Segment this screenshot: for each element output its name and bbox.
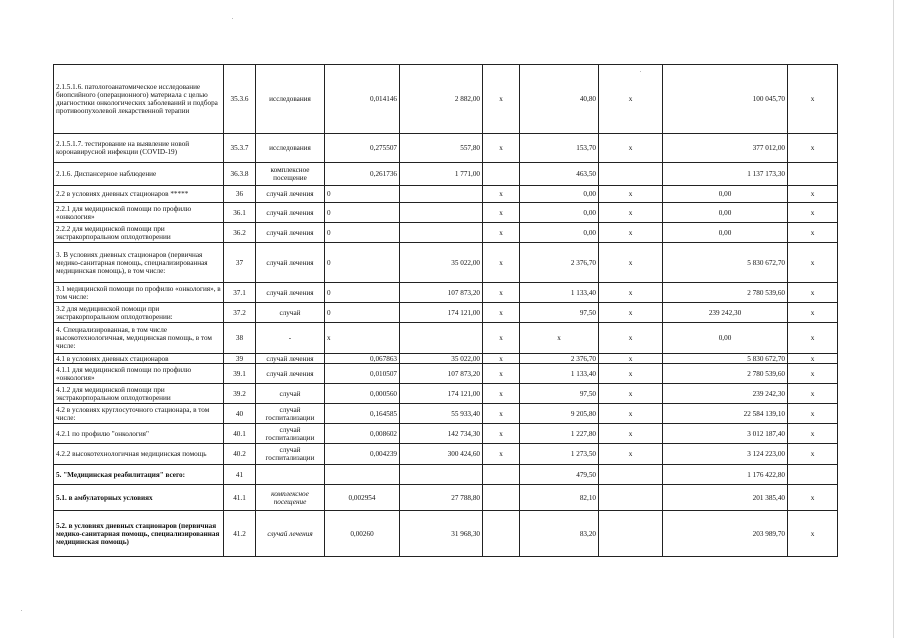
row-norm: 0 [325, 283, 400, 303]
row-col8: x [599, 364, 663, 384]
row-col9: 239 242,30 [663, 384, 788, 404]
row-code: 41.1 [224, 485, 256, 511]
row-col9: 2 780 539,60 [663, 283, 788, 303]
row-col10: x [788, 404, 838, 424]
row-col10: x [788, 303, 838, 323]
row-col7: 1 227,80 [520, 424, 599, 444]
row-unit: случай [256, 384, 325, 404]
row-col8 [599, 163, 663, 186]
row-name: 2.2 в условиях дневных стационаров ***** [54, 186, 224, 203]
row-col10: x [788, 354, 838, 364]
row-norm: 0 [325, 223, 400, 243]
row-unit: случай лечения [256, 186, 325, 203]
row-unit: комплексное посещение [256, 485, 325, 511]
row-norm: 0,004239 [325, 444, 400, 465]
row-col10 [788, 465, 838, 485]
row-norm: 0 [325, 186, 400, 203]
row-cost: 35 022,00 [400, 243, 483, 283]
row-col10: x [788, 384, 838, 404]
row-col10: x [788, 511, 838, 557]
row-norm: 0,067863 [325, 354, 400, 364]
row-col7: 0,00 [520, 203, 599, 223]
row-unit: случай лечения [256, 511, 325, 557]
row-name: 4.1 в условиях дневных стационаров [54, 354, 224, 364]
table-row [54, 323, 838, 354]
row-name: 4.2.1 по профилю "онкология" [54, 424, 224, 444]
row-unit: исследования [256, 65, 325, 134]
row-col7: 82,10 [520, 485, 599, 511]
row-name: 5.2. в условиях дневных стационаров (первичная медико-санитарная помощь, специализированная медицинская помощь) [54, 511, 224, 557]
row-col6 [483, 485, 520, 511]
row-unit: случай госпитализации [256, 424, 325, 444]
row-col9: 5 830 672,70 [663, 243, 788, 283]
row-name: 5.1. в амбулаторных условиях [54, 485, 224, 511]
table-row [54, 404, 838, 424]
row-unit: случай [256, 303, 325, 323]
row-col8 [599, 485, 663, 511]
row-col7: 463,50 [520, 163, 599, 186]
table-row [54, 444, 838, 465]
row-norm: 0 [325, 243, 400, 283]
row-col6: x [483, 186, 520, 203]
row-col8: x [599, 203, 663, 223]
row-col10: x [788, 485, 838, 511]
row-cost [400, 465, 483, 485]
row-norm: x [325, 323, 400, 354]
row-col7: 2 376,70 [520, 243, 599, 283]
row-norm [325, 465, 400, 485]
row-col6 [483, 511, 520, 557]
row-unit: случай госпитализации [256, 404, 325, 424]
row-norm: 0,002954 [325, 485, 400, 511]
table-row [54, 65, 838, 134]
table-row [54, 354, 838, 364]
row-col7: 1 133,40 [520, 283, 599, 303]
scan-dot [232, 18, 233, 19]
row-code: 37.2 [224, 303, 256, 323]
row-col8 [599, 511, 663, 557]
row-name: 2.1.5.1.7. тестирование на выявление новой коронавирусной инфекции (COVID-19) [54, 134, 224, 163]
row-code: 36.2 [224, 223, 256, 243]
row-col9: 100 045,70 [663, 65, 788, 134]
row-norm: 0,008602 [325, 424, 400, 444]
row-cost: 35 022,00 [400, 354, 483, 364]
row-col8 [599, 465, 663, 485]
row-col8: x [599, 223, 663, 243]
row-col10: x [788, 223, 838, 243]
row-cost: 142 734,30 [400, 424, 483, 444]
row-cost: 557,80 [400, 134, 483, 163]
row-col6: x [483, 424, 520, 444]
row-col9: 239 242,30 [663, 303, 788, 323]
row-col8: x [599, 424, 663, 444]
row-col9: 203 989,70 [663, 511, 788, 557]
row-col8: x [599, 323, 663, 354]
row-name: 4. Специализированная, в том числе высокотехнологичная, медицинская помощь, в том числе: [54, 323, 224, 354]
row-unit [256, 465, 325, 485]
row-col6 [483, 163, 520, 186]
row-unit: случай лечения [256, 364, 325, 384]
row-col10: x [788, 283, 838, 303]
row-col7: 1 273,50 [520, 444, 599, 465]
row-col6: x [483, 203, 520, 223]
row-unit: исследования [256, 134, 325, 163]
row-code: 40.1 [224, 424, 256, 444]
row-col10: x [788, 134, 838, 163]
table-row [54, 203, 838, 223]
row-cost [400, 223, 483, 243]
row-col8: x [599, 186, 663, 203]
row-unit: - [256, 323, 325, 354]
page-edge [893, 0, 894, 638]
table-row [54, 424, 838, 444]
row-norm: 0 [325, 303, 400, 323]
row-name: 3.2 для медицинской помощи при экстракорпоральном оплодотворении: [54, 303, 224, 323]
row-col6: x [483, 384, 520, 404]
row-col8: x [599, 243, 663, 283]
row-col9: 0,00 [663, 223, 788, 243]
row-code: 35.3.7 [224, 134, 256, 163]
row-col8: x [599, 134, 663, 163]
row-code: 40 [224, 404, 256, 424]
row-code: 36.1 [224, 203, 256, 223]
row-name: 2.2.2 для медицинской помощи при экстракорпоральном оплодотворении [54, 223, 224, 243]
row-unit: случай лечения [256, 203, 325, 223]
row-unit: случай лечения [256, 283, 325, 303]
row-code: 37.1 [224, 283, 256, 303]
row-col6: x [483, 364, 520, 384]
row-col6: x [483, 354, 520, 364]
table-row [54, 186, 838, 203]
row-name: 4.1.2 для медицинской помощи при экстракорпоральном оплодотворении [54, 384, 224, 404]
row-norm: 0,164585 [325, 404, 400, 424]
row-col8: x [599, 384, 663, 404]
row-col6 [483, 465, 520, 485]
row-col7: 97,50 [520, 303, 599, 323]
row-norm: 0 [325, 203, 400, 223]
table-row [54, 163, 838, 186]
row-norm: 0,261736 [325, 163, 400, 186]
row-name: 4.1.1 для медицинской помощи по профилю «онкология» [54, 364, 224, 384]
row-unit: комплексное посещение [256, 163, 325, 186]
row-col10: x [788, 424, 838, 444]
row-col8: x [599, 283, 663, 303]
row-col9: 201 385,40 [663, 485, 788, 511]
row-cost: 174 121,00 [400, 384, 483, 404]
row-col9: 5 830 672,70 [663, 354, 788, 364]
row-col7: 0,00 [520, 223, 599, 243]
row-cost: 174 121,00 [400, 303, 483, 323]
table-row [54, 465, 838, 485]
row-norm: 0,275507 [325, 134, 400, 163]
table-row [54, 511, 838, 557]
row-cost: 31 968,30 [400, 511, 483, 557]
row-col9: 377 012,00 [663, 134, 788, 163]
row-col6: x [483, 323, 520, 354]
row-col9: 3 012 187,40 [663, 424, 788, 444]
table-row [54, 283, 838, 303]
row-col10: x [788, 243, 838, 283]
table-row [54, 243, 838, 283]
row-norm: 0,00260 [325, 511, 400, 557]
row-col6: x [483, 223, 520, 243]
row-col8: x [599, 303, 663, 323]
scan-dot [21, 610, 22, 611]
row-col9: 3 124 223,00 [663, 444, 788, 465]
row-unit: случай лечения [256, 223, 325, 243]
row-col7: 97,50 [520, 384, 599, 404]
row-col6: x [483, 444, 520, 465]
row-col10: x [788, 203, 838, 223]
row-norm: 0,014146 [325, 65, 400, 134]
table-row [54, 223, 838, 243]
row-code: 39.1 [224, 364, 256, 384]
row-col8: x [599, 404, 663, 424]
row-name: 3.1 медицинской помощи по профилю «онкология», в том числе: [54, 283, 224, 303]
row-col10 [788, 163, 838, 186]
row-cost [400, 323, 483, 354]
row-cost: 300 424,60 [400, 444, 483, 465]
row-col10: x [788, 323, 838, 354]
row-cost: 107 873,20 [400, 283, 483, 303]
row-col6: x [483, 65, 520, 134]
row-col7: x [520, 323, 599, 354]
row-col9: 0,00 [663, 323, 788, 354]
row-name: 5. "Медицинская реабилитация" всего: [54, 465, 224, 485]
row-cost [400, 203, 483, 223]
row-name: 2.1.5.1.6. патологоанатомическое исследование биопсийного (операционного) материала с целью диагностики онкологических заболеваний и подбора противоопухолевой лекарственной терапии [54, 65, 224, 134]
table-row [54, 364, 838, 384]
row-cost: 55 933,40 [400, 404, 483, 424]
row-col9: 0,00 [663, 186, 788, 203]
row-code: 39 [224, 354, 256, 364]
row-col10: x [788, 444, 838, 465]
row-code: 36.3.8 [224, 163, 256, 186]
row-name: 2.1.6. Диспансерное наблюдение [54, 163, 224, 186]
row-code: 41 [224, 465, 256, 485]
row-col10: x [788, 186, 838, 203]
row-unit: случай лечения [256, 354, 325, 364]
row-col7: 0,00 [520, 186, 599, 203]
row-col6: x [483, 303, 520, 323]
table-row [54, 384, 838, 404]
row-code: 39.2 [224, 384, 256, 404]
row-unit: случай госпитализации [256, 444, 325, 465]
row-cost [400, 186, 483, 203]
row-code: 41.2 [224, 511, 256, 557]
row-col7: 9 205,80 [520, 404, 599, 424]
row-col10: x [788, 65, 838, 134]
table-row [54, 134, 838, 163]
row-norm: 0,010507 [325, 364, 400, 384]
row-code: 38 [224, 323, 256, 354]
row-col9: 0,00 [663, 203, 788, 223]
row-col10: x [788, 364, 838, 384]
row-cost: 2 882,00 [400, 65, 483, 134]
row-name: 2.2.1 для медицинской помощи по профилю «онкология» [54, 203, 224, 223]
report-table [53, 64, 838, 557]
row-col9: 1 176 422,80 [663, 465, 788, 485]
row-col7: 153,70 [520, 134, 599, 163]
row-norm: 0,000560 [325, 384, 400, 404]
row-col7: 1 133,40 [520, 364, 599, 384]
row-cost: 1 771,00 [400, 163, 483, 186]
row-col6: x [483, 283, 520, 303]
row-code: 37 [224, 243, 256, 283]
row-code: 36 [224, 186, 256, 203]
row-cost: 27 788,80 [400, 485, 483, 511]
row-code: 35.3.6 [224, 65, 256, 134]
row-col7: 40,80 [520, 65, 599, 134]
row-col6: x [483, 404, 520, 424]
row-col7: 2 376,70 [520, 354, 599, 364]
row-col9: 2 780 539,60 [663, 364, 788, 384]
row-name: 3. В условиях дневных стационаров (первичная медико-санитарная помощь, специализированная медицинская помощь), в том числе: [54, 243, 224, 283]
row-col9: 22 584 139,10 [663, 404, 788, 424]
row-col8: x [599, 354, 663, 364]
row-col6: x [483, 243, 520, 283]
row-col8: x [599, 444, 663, 465]
row-col7: 83,20 [520, 511, 599, 557]
row-col6: x [483, 134, 520, 163]
row-col9: 1 137 173,30 [663, 163, 788, 186]
table-row [54, 303, 838, 323]
row-cost: 107 873,20 [400, 364, 483, 384]
row-name: 4.2.2 высокотехнологичная медицинская помощь [54, 444, 224, 465]
row-name: 4.2 в условиях круглосуточного стационара, в том числе: [54, 404, 224, 424]
row-col7: 479,50 [520, 465, 599, 485]
table-row [54, 485, 838, 511]
row-col8: x [599, 65, 663, 134]
row-unit: случай лечения [256, 243, 325, 283]
row-code: 40.2 [224, 444, 256, 465]
